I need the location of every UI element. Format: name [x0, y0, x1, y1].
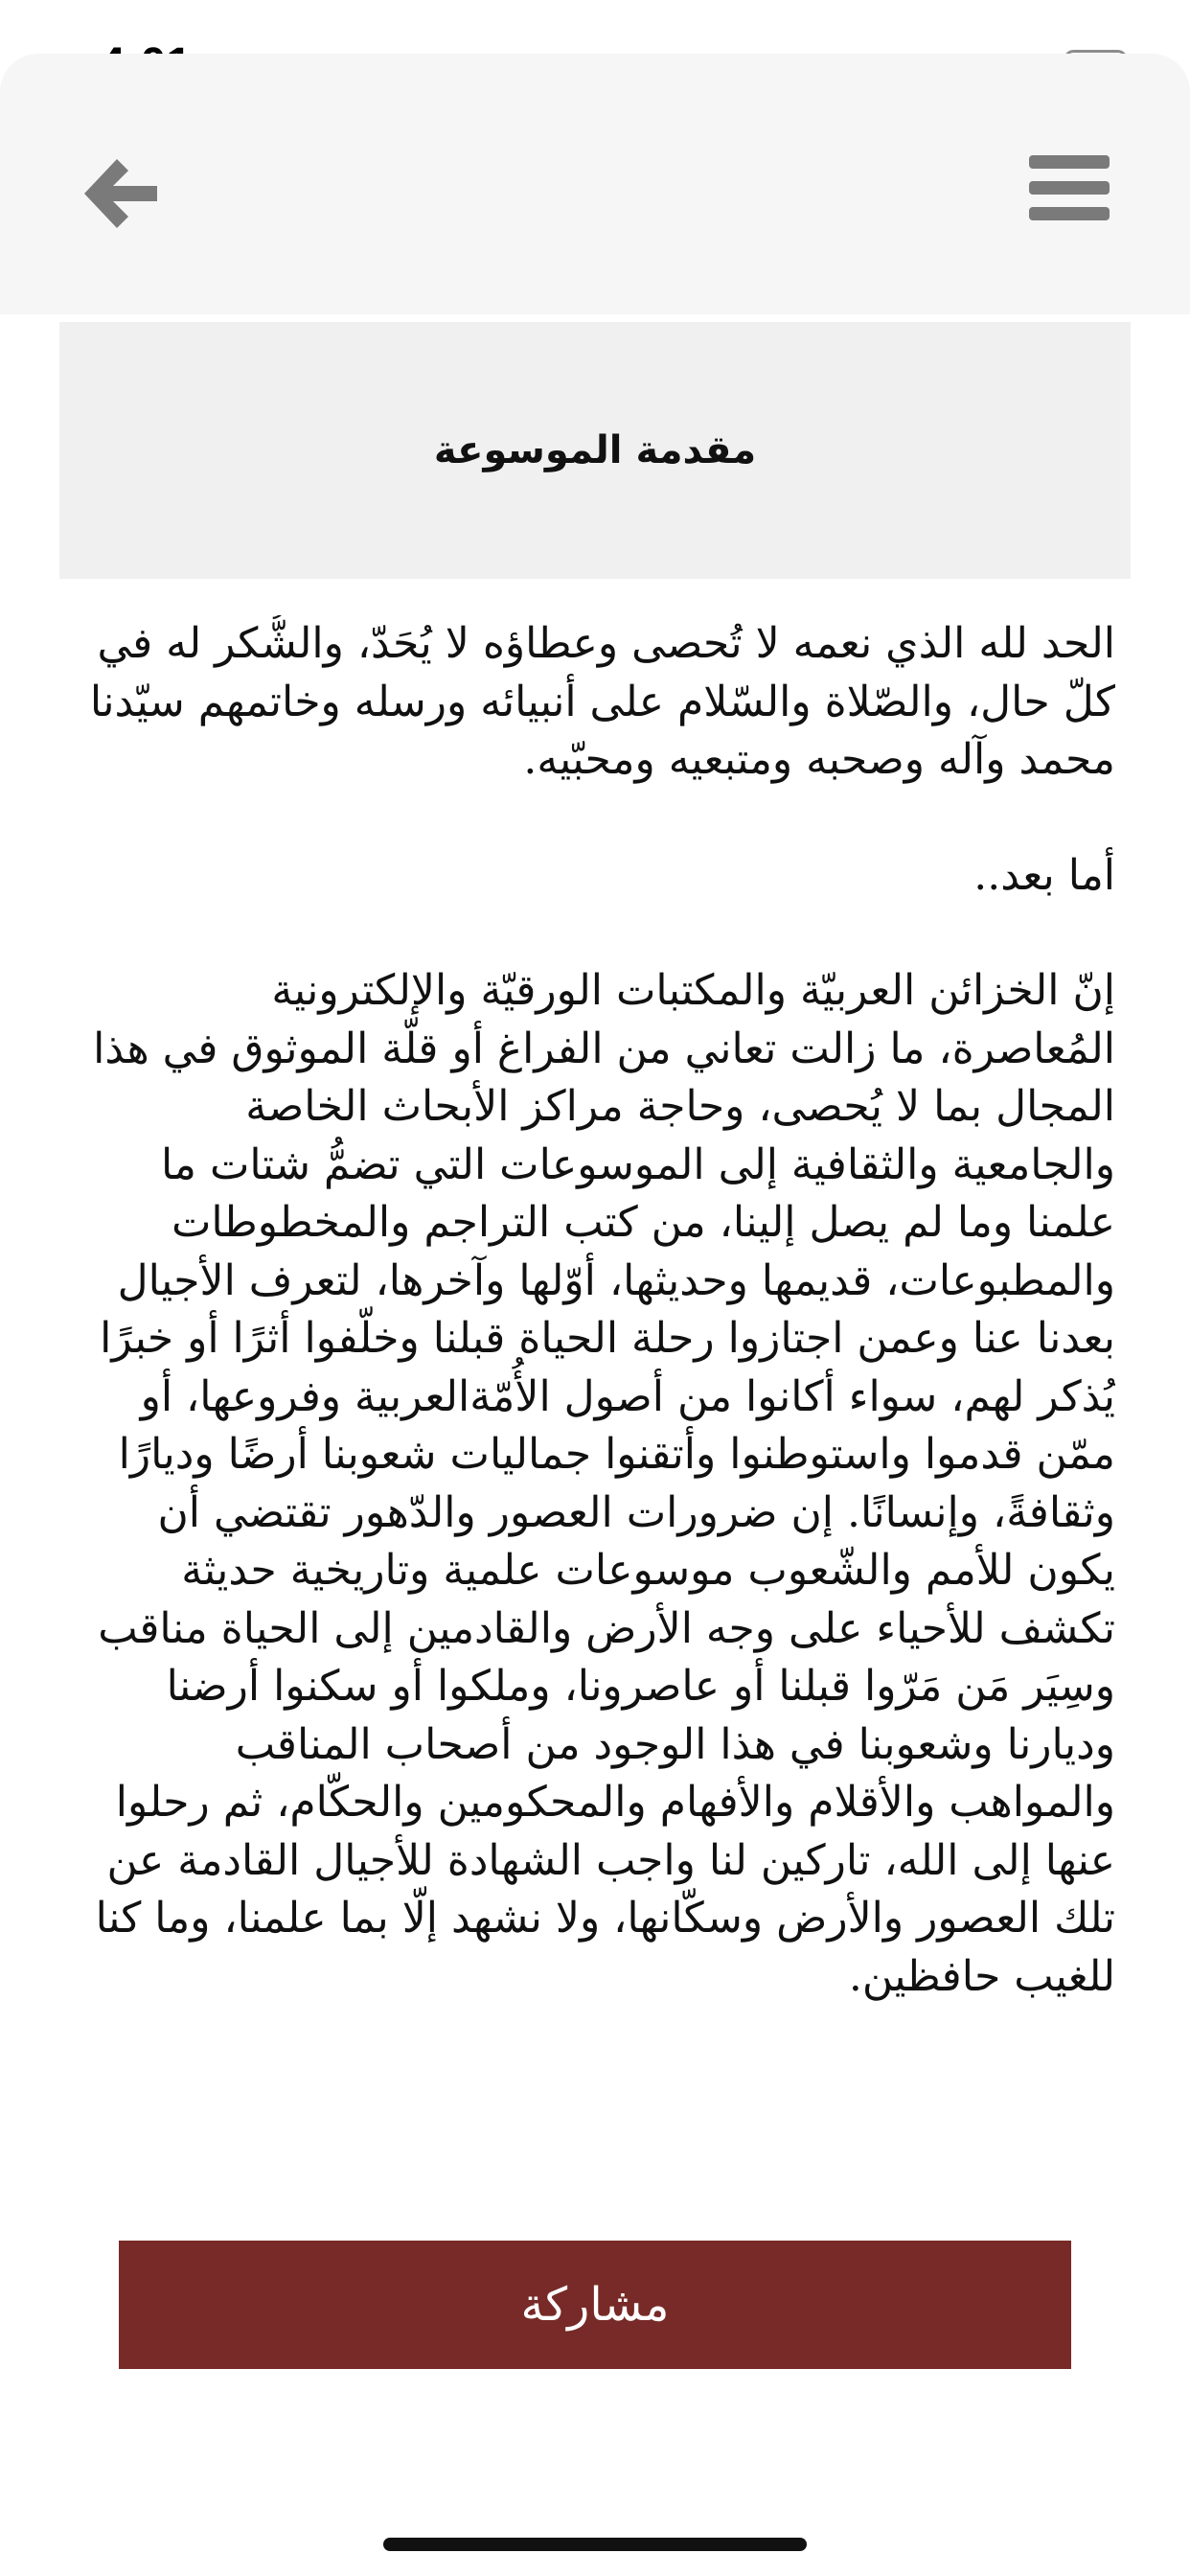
arrow-left-icon [77, 150, 165, 238]
article-paragraph: إنّ الخزائن العربيّة والمكتبات الورقيّة والإلكترونية المُعاصرة، ما زالت تعاني من الفراغ أو قلّة الموثوق في هذا المجال بما لا يُحصى، وحاجة مراكز الأبحاث الخاصة والجامعية والثقافية إلى الموسوعات التي تضمُّ شتات ما علمنا وما لم يصل إلينا، من كتب التراجم والمخطوطات والمطبوعات، قديمها وحديثها، أوّلها وآخرها، لتعرف الأجيال بعدنا عنا وعمن اجتازوا رحلة الحياة قبلنا وخلّفوا أثرًا أو خبرًا يُذكر لهم، سواء أكانوا من أصول الأُمّةالعربية وفروعها، أو ممّن قدموا واستوطنوا وأتقنوا جماليات شعوبنا أرضًا وديارًا وثقافةً، وإنسانًا. إن ضرورات العصور والدّهور تقتضي أن يكون للأمم والشّعوب موسوعات علمية وتاريخية حديثة تكشف للأحياء على وجه الأرض والقادمين إلى الحياة مناقب وسِيَر مَن مَرّوا قبلنا أو عاصرونا، وملكوا أو سكنوا أرضنا وديارنا وشعوبنا في هذا الوجود من أصحاب المناقب والمواهب والأقلام والأفهام والمحكومين والحكّام، ثم رحلوا عنها إلى الله، تاركين لنا واجب الشهادة للأجيال القادمة عن تلك العصور والأرض وسكّانها، ولا نشهد إلّا بما علمنا، وما كنا للغيب حافظين. [93, 966, 1115, 2001]
menu-button[interactable] [1029, 153, 1110, 222]
article-paragraph: الحد لله الذي نعمه لا تُحصى وعطاؤه لا يُحَدّ، والشُّكر له في كلّ حال، والصّلاة والسّلام على أنبيائه ورسله وخاتمهم سيّدنا محمد وآله وصحبه ومتبعيه ومحبّيه. [89, 619, 1115, 784]
back-button[interactable] [77, 150, 165, 238]
hamburger-menu-icon [1029, 153, 1110, 222]
page-title: مقدمة الموسوعة [433, 428, 757, 472]
article-paragraph: أما بعد.. [973, 850, 1115, 900]
navigation-bar [0, 54, 1190, 314]
share-button[interactable]: مشاركة [119, 2241, 1071, 2369]
article-body [84, 615, 1115, 2198]
home-indicator[interactable] [383, 2538, 807, 2551]
title-card [59, 322, 1131, 579]
